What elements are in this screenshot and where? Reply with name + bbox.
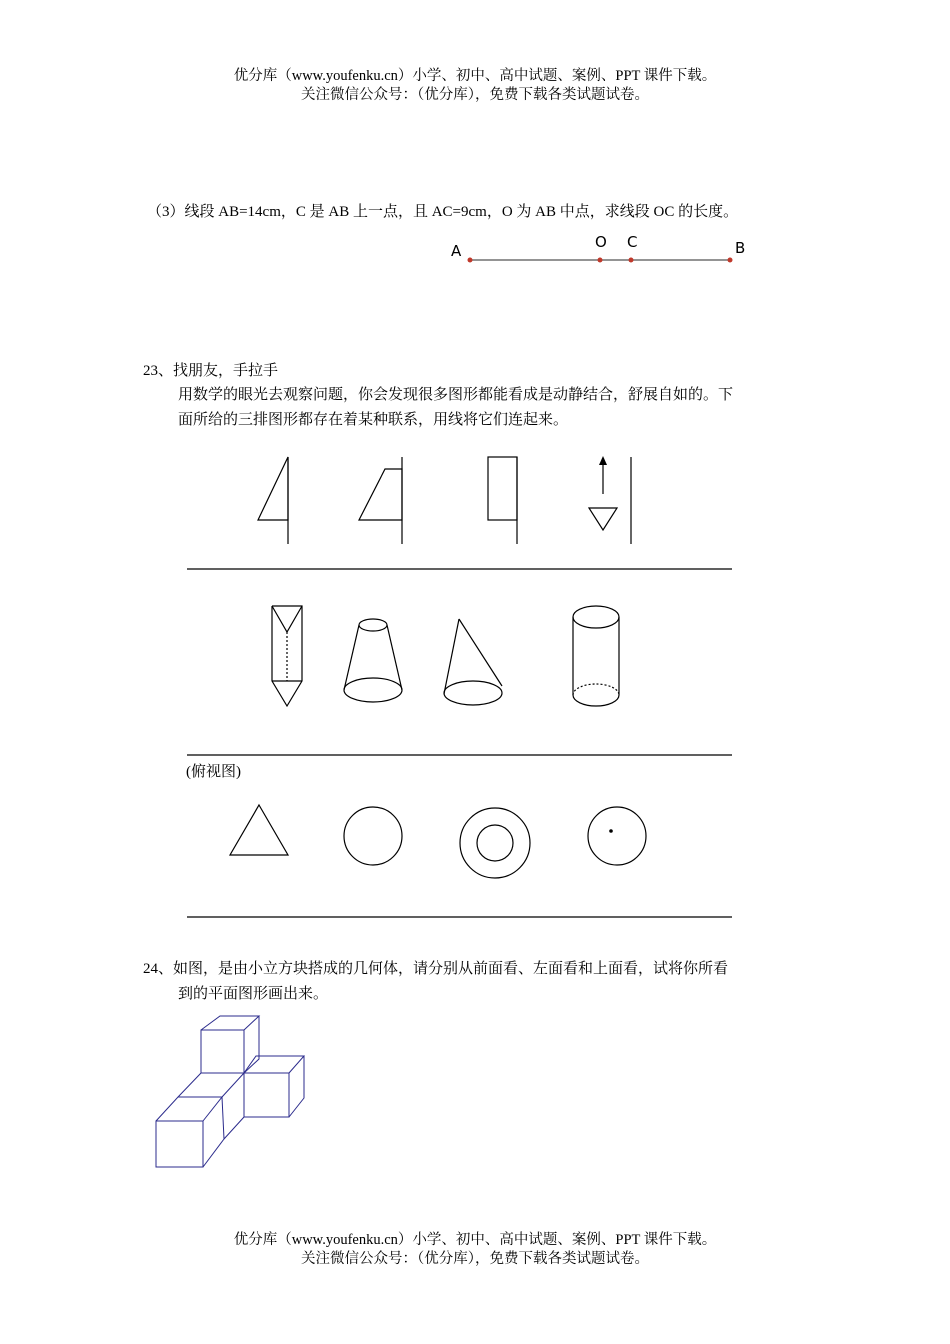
shape-rectangle-axis — [488, 457, 517, 544]
top-view-label: (俯视图) — [186, 764, 241, 780]
q23-line-1: 用数学的眼光去观察问题，你会发现很多图形都能看成是动静结合，舒展自如的。下 — [178, 387, 734, 403]
label-a: A — [451, 242, 462, 260]
point-a — [468, 258, 473, 263]
row3-top-views — [0, 795, 950, 925]
segment-figure — [445, 225, 755, 270]
label-o: O — [595, 233, 607, 251]
header-line-2: 关注微信公众号：（优分库），免费下载各类试题试卷。 — [301, 87, 649, 103]
footer-line-2: 关注微信公众号：（优分库），免费下载各类试题试卷。 — [301, 1251, 649, 1267]
top-view-circle-dot — [588, 807, 646, 865]
row2-solids — [0, 595, 950, 765]
arrow-up-icon — [599, 456, 607, 465]
point-o — [598, 258, 603, 263]
solid-frustum — [344, 619, 402, 702]
top-view-triangle — [230, 805, 288, 855]
cube-joint-edge — [224, 1117, 244, 1139]
point-c — [629, 258, 634, 263]
cube-stack-figure — [140, 1005, 330, 1175]
q24-line-2: 到的平面图形画出来。 — [178, 986, 329, 1002]
row1-rotation-shapes — [0, 440, 950, 580]
header-line-1: 优分库（www.youfenku.cn）小学、初中、高中试题、案例、PPT 课件下载。 — [233, 68, 717, 84]
label-b: B — [735, 239, 746, 257]
shape-triangle-arrow-axis — [589, 457, 631, 544]
q23-title: 23、找朋友，手拉手 — [143, 363, 279, 379]
cube-front — [156, 1097, 224, 1167]
solid-prism-pyramid — [272, 606, 302, 706]
top-view-ring — [460, 808, 530, 878]
point-b — [728, 258, 733, 263]
center-dot — [609, 829, 613, 833]
q23-line-2: 面所给的三排图形都存在着某种联系，用线将它们连起来。 — [178, 412, 569, 428]
top-view-circle — [344, 807, 402, 865]
shape-trapezoid-axis — [359, 457, 402, 544]
shape-right-triangle-axis — [258, 457, 288, 544]
footer-line-1: 优分库（www.youfenku.cn）小学、初中、高中试题、案例、PPT 课件下载。 — [233, 1232, 717, 1248]
q22-part3-text: （3）线段 AB=14cm，C 是 AB 上一点，且 AC=9cm，O 为 AB 中点，求线段 OC 的长度。 — [147, 204, 739, 220]
q24-line-1: 24、如图，是由小立方块搭成的几何体，请分别从前面看、左面看和上面看，试将你所看 — [143, 961, 729, 977]
solid-cylinder — [573, 606, 619, 706]
solid-cone — [444, 619, 502, 705]
label-c: C — [627, 233, 638, 251]
